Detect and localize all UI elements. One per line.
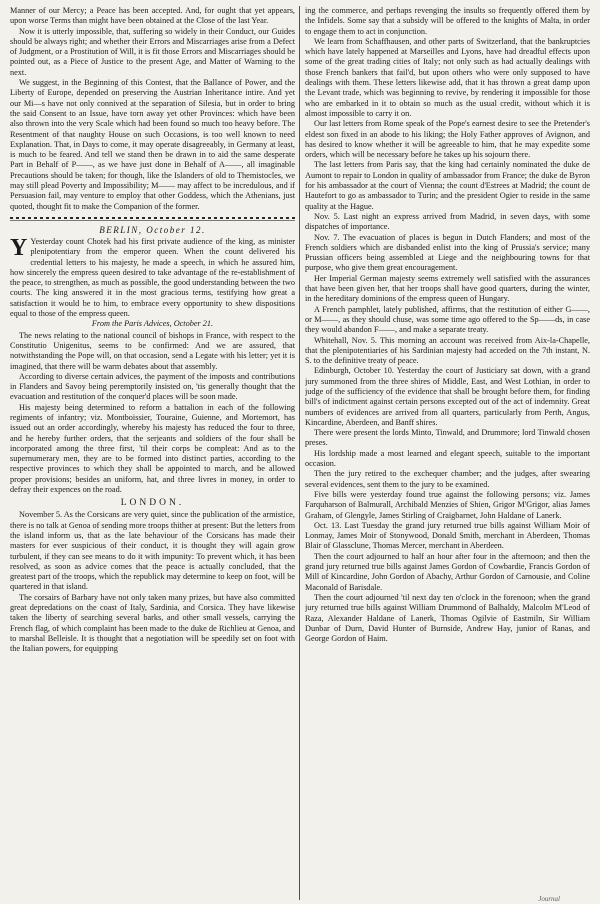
paragraph: Oct. 13. Last Tuesday the grand jury returned true bills against William Moir of Lonmay, James Moir of Stonywood, Donald Smith, merchant in Aberdeen, Thomas Blair of Glassclune, Thomas Mercer, merchant in Aberdeen. [305, 520, 590, 551]
paragraph-text: Yesterday count Chotek had his first private audience of the king, as minister plenipotentiary from the emperor queen. When the count delivered his credential letters to his majesty, he made a speech, in which he assured him, how sincerely the empress queen desired to take advantage of the re-establishment of the peace, to strengthen, as much as possible, the good understanding between the two courts. The king answered it in the most gracious terms, testifying how great a satisfaction it would be to him, to embrace every opportunity to shew dispositions equal to those of the empress queen. [10, 236, 295, 319]
paragraph: Nov. 7. The evacuation of places is begun in Dutch Flanders; and most of the French soldiers which are disbanded enlist into the king of Prussia's service; many Prussian officers being assembled at Liege and the neighbouring towns for that purpose, who give them great encouragement. [305, 232, 590, 273]
paragraph: Five bills were yesterday found true against the following persons; viz. James Farquharson of Balmurall, Archibald Menzies of Shien, Grigor M'Grigor, alias James Graham, of Glengyle, James Stirling of Craigbarnet, John Haldane of Lanerk. [305, 489, 590, 520]
paragraph: We suggest, in the Beginning of this Contest, that the Ballance of Power, and the Liberty of Europe, depended on preserving the Austrian Inheritance intire. And yet our Mi—s have not only connived at the separation of Silesia, but in order to bring the said Consent to an Issue, have torn away yet other Provinces: which have been also thrown into the very Scale which had been found so much too heavy before. The Resentment of that naughty House on such Occasions, is too well known to need Explanation. That, in Days to come, it may operate disagreeably, in Germany at least, is much to be feared. And tell we stand then be drawn in to aid the same desperate Part in Behalf of P——, as we have just done in Behalf of A——, all imaginable Precautions should be taken; for though, like the Islanders of old to Themistocles, we may still plead Poverty and Impossibility; M—— may affect to be incredulous, and if Persuasion fail, may venture to employ that other Goddess, which the Athenians, just quoted, thought fit to make the Companion of the former. [10, 78, 295, 211]
paragraph: Then the court adjourned 'til next day ten o'clock in the forenoon; when the grand jury returned true bills against William Drummond of Balhaldy, Malcolm M'Leod of Raza, Alexander Haldane of Lanerk, Thomas Ogilvie of Eastmiln, Sir William Dunbar of Durn, David Hunter of Burnside, Andrew Hay, junior of Ranas, and George Gordon of Haim. [305, 592, 590, 644]
paragraph: Edinburgh, October 10. Yesterday the court of Justiciary sat down, with a grand jury summoned from the three shires of Middle, East, and West Lothian, in order to judge of the sufficiency of the evidence that shall be brought before them, for finding bill's of indictment against certain persons excepted out of the act of indemnity. Great numbers of evidences are arrived from all quarters, particularly from Perth, Angus, Kincardine, Aberdeen, and Banff shires. [305, 366, 590, 427]
paragraph: Then the jury retired to the exchequer chamber; and the judges, after swearing several evidences, sent them to the jury to be examined. [305, 469, 590, 489]
paragraph: Then the court adjourned to half an hour after four in the afternoon; and then the grand jury returned true bills against James Gordon of Cowbardie, Francis Gordon of Mill of Kincardine, John Gordon of Abachy, Arthur Gordon of Carnousie, and Coline Maconald of Barisdale. [305, 551, 590, 592]
paragraph: Nov. 5. Last night an express arrived from Madrid, in seven days, with some dispatches of importance. [305, 211, 590, 232]
column-rule [299, 6, 300, 900]
paragraph: Our last letters from Rome speak of the Pope's earnest desire to see the Pretender's eldest son fixed in an abode to his liking; the Holy Father approves of Avignon, and has desired to know whether it will be agreeable to him, that he may expedite some orders, which will be necessary before he takes up his sojourn there. [305, 119, 590, 160]
paragraph: Manner of our Mercy; a Peace has been accepted. And, for ought that yet appears, upon worse Terms than might have been obtained at the Close of the last Year. [10, 6, 295, 26]
paragraph: November 5. As the Corsicans are very quiet, since the publication of the armistice, there is no talk at Genoa of sending more troops thither at present: But the letters from the island inform us, that as the late behaviour of the Corsicans has made their masters for ever suspicious of their conduct, it is thought they will again grow turbulent, if they can see means to do it with impunity: To prevent which, it has been resolved, as soon as advice comes that the peace is actually concluded, that the greatest part of the troops, which the republick may determine to keep on foot, will be quartered in that island. [10, 510, 295, 592]
paragraph: Whitehall, Nov. 5. This morning an account was received from Aix-la-Chapelle, that the plenipotentiaries of his Sardinian majesty had acceded on the 7th instant, N. S. to the definitive treaty of peace. [305, 335, 590, 366]
paragraph: Now it is utterly impossible, that, suffering so widely in their Conduct, our Guides should be always right; and whether their Errors and Miscarriages arise from a Defect of Judgment, or a Prostitution of Will, it is fit those Errors and Miscarriages should be pointed out, as a Piece of Justice to the present Age, and Matter of Warning to the next. [10, 26, 295, 77]
left-column [10, 6, 295, 900]
paris-subheading: From the Paris Advices, October 21. [91, 319, 214, 329]
paragraph: There were present the lords Minto, Tinwald, and Drummore; lord Tinwald chosen preses. [305, 428, 590, 448]
paragraph: A French pamphlet, lately published, affirms, that the restitution of either G——, or M——, as they should chuse, was some time ago offered to the Sp——ds, in case they would abandon F——, and make a separate treaty. [305, 304, 590, 335]
ornamental-divider [10, 215, 295, 222]
footer-text: Journal [538, 895, 560, 903]
right-column [305, 6, 590, 900]
drop-cap: Y [10, 234, 28, 261]
paragraph: Her Imperial German majesty seems extremely well satisfied with the assurances that have been given her, that her troops shall have good quarters, during the winter, in the hereditary dominions of the empress queen of Hungary. [305, 273, 590, 304]
paragraph: According to diverse certain advices, the payment of the imposts and contributions in Flanders and Savoy being peremptorily insisted on, 'tis generally thought that the evacuation and restitution of the conquer'd places will be soon made. [10, 371, 295, 402]
paragraph: His lordship made a most learned and elegant speech, suitable to the important occasion. [305, 448, 590, 469]
paragraph: We learn from Schaffhausen, and other parts of Switzerland, that the bankruptcies which have lately happened at Marseilles and Lyons, have had dreadful effects upon some of the great trading cities of Italy; not only such as had actually dealings with those French bankers that fail'd, but upon others who were only supposed to have dealings with them. These letters likewise add, that it has thrown a great damp upon the Levant trade, which was beginning to revive, by rendering it impossible for those who are embarked in it to obtain so much as the usual credit, without which it is almost impossible to carry it on. [305, 36, 590, 118]
berlin-heading: BERLIN, October 12. [99, 224, 206, 235]
paragraph: The last letters from Paris say, that the king had certainly nominated the duke de Aumont to repair to London in quality of ambassador from France; the duke de Byron for his ambassador at the court of Vienna; the count d'Estrees at Madrid; the count de Hautefort to go as ambassador to Turin; and the president Ogier to reside in the same quality at the Hague. [305, 160, 590, 211]
paragraph: His majesty being determined to reform a battalion in each of the following regiments of infantry; viz. Montboissier, Touraine, Guienne, and Mortemort, has issued out an order accordingly, whereby his majesty has reduced the four to three, and he hereby further orders, that the serjeants and soldiers of the four shall be incorporated among the three first, 'til their corps be compleat: And as to the supernumerary men, they are to be formed into distinct parties, according to the respective provinces to which they shall be appointed to march, and be allowed proper provisions; besides an uniform, hat, and three livres in money, in order to defray their expences on the road. [10, 402, 295, 495]
paragraph [10, 234, 295, 319]
paragraph: ing the commerce, and perhaps revenging the insults so frequently offered them by the Infidels. Some say that a subsidy will be offered to the knights of Malta, in order to engage them to act in conjunction. [305, 6, 590, 36]
london-heading: LONDON. [120, 498, 185, 509]
paragraph: The corsairs of Barbary have not only taken many prizes, but have also committed great depredations on the coast of Italy, Sardinia, and Corsica. They have likewise taken the liberty of searching several barks, and other small vessels, carrying the French flag, of which complaint has been made to the duke de Richlieu at Genoa, and to marshal Belleisle. It is thought that a negotiation will be speedily set on foot with the Italian powers, for equipping [10, 592, 295, 654]
paragraph: The news relating to the national council of bishops in France, with respect to the Constitutio Unigenitus, seems to be confirmed: And we are assured, that notwithstanding the Pope will, on that occasion, send a Legate with his letter; yet it is imagined, that there will be warm debates about that assembly. [10, 330, 295, 371]
